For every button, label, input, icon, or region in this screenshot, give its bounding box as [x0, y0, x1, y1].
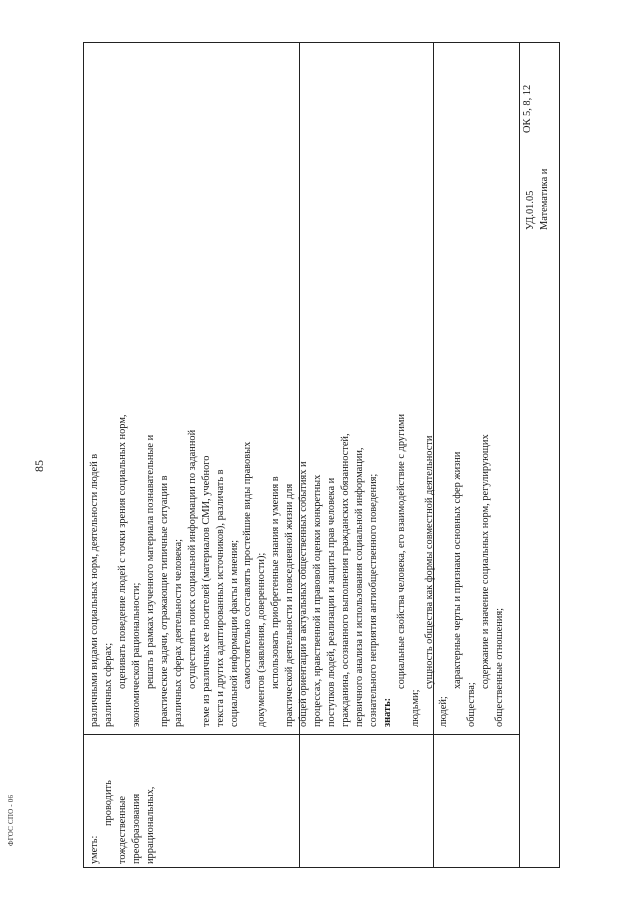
text-line: характерные черты и признаки основных сфер жизни	[451, 451, 463, 689]
page-number: 85	[32, 460, 46, 472]
footer-code: ФГОС СПО - 06	[7, 794, 15, 846]
text-line: различными видами социальных норм, деятельности людей в	[89, 453, 100, 727]
text-line: первичного анализа и использования социальной информации,	[354, 447, 366, 727]
text-line: практические задачи, отражающие типичные ситуации в	[158, 475, 170, 727]
requirements-cell	[88, 45, 518, 730]
text-line: документов (заявления, доверенности);	[256, 552, 268, 727]
text-line: различных сферах деятельности человека;	[172, 538, 184, 727]
text-line: осуществлять поиск социальной информации по заданной	[186, 429, 198, 689]
text-line: общественные отношения;	[493, 607, 505, 727]
text-line: решать в рамках изученного материала познавательные и	[144, 434, 156, 689]
text-line: практической деятельности и повседневной жизни для	[284, 483, 296, 727]
competency-table	[83, 42, 560, 868]
text-line: общества;	[465, 682, 477, 727]
text-line: экономической рациональности;	[130, 582, 142, 727]
section-label-skills: уметь:	[89, 835, 100, 864]
text-line: людьми;	[409, 689, 421, 727]
text-line: проводить тождественные преобразования иррациональных,	[102, 780, 156, 864]
text-line: текста и других адаптированных источников), различать в	[214, 469, 226, 727]
text-line: самостоятельно составлять простейшие виды правовых	[242, 441, 254, 689]
text-line: процессах, нравственной и правовой оценки конкретных	[312, 474, 324, 727]
text-line: сущность общества как формы совместной деятельности	[423, 435, 435, 689]
text-line: различных сферах;	[102, 642, 114, 727]
text-line: общей ориентации в актуальных общественных событиях и	[298, 461, 310, 727]
text-line: людей;	[437, 696, 449, 727]
text-line: гражданина, осознанного выполнения гражданских обязанностей,	[340, 433, 352, 727]
text-line: поступков людей, реализации и защиты прав человека и	[326, 477, 338, 727]
text-line: оценивать поведение людей с точки зрения социальных норм,	[116, 414, 128, 689]
text-line: социальной информации факты и мнения;	[228, 539, 240, 727]
discipline-name: Математика и	[538, 168, 550, 230]
discipline-code: УД.01.05	[525, 190, 536, 230]
section-label-know: знать:	[382, 697, 394, 727]
text-line: социальные свойства человека, его взаимодействие с другими	[395, 413, 407, 689]
table-column-divider	[519, 43, 520, 867]
text-line: содержание и значение социальных норм, регулирующих	[479, 434, 491, 689]
text-line: теме из различных ее носителей (материалов СМИ, учебного	[200, 455, 212, 727]
next-requirements-cell	[88, 735, 518, 867]
text-line: сознательного неприятия антиобщественного поведения;	[368, 473, 380, 727]
competencies-cell: ОК 5, 8, 12	[522, 84, 533, 133]
text-line: использовать приобретенные знания и умения в	[270, 476, 282, 689]
